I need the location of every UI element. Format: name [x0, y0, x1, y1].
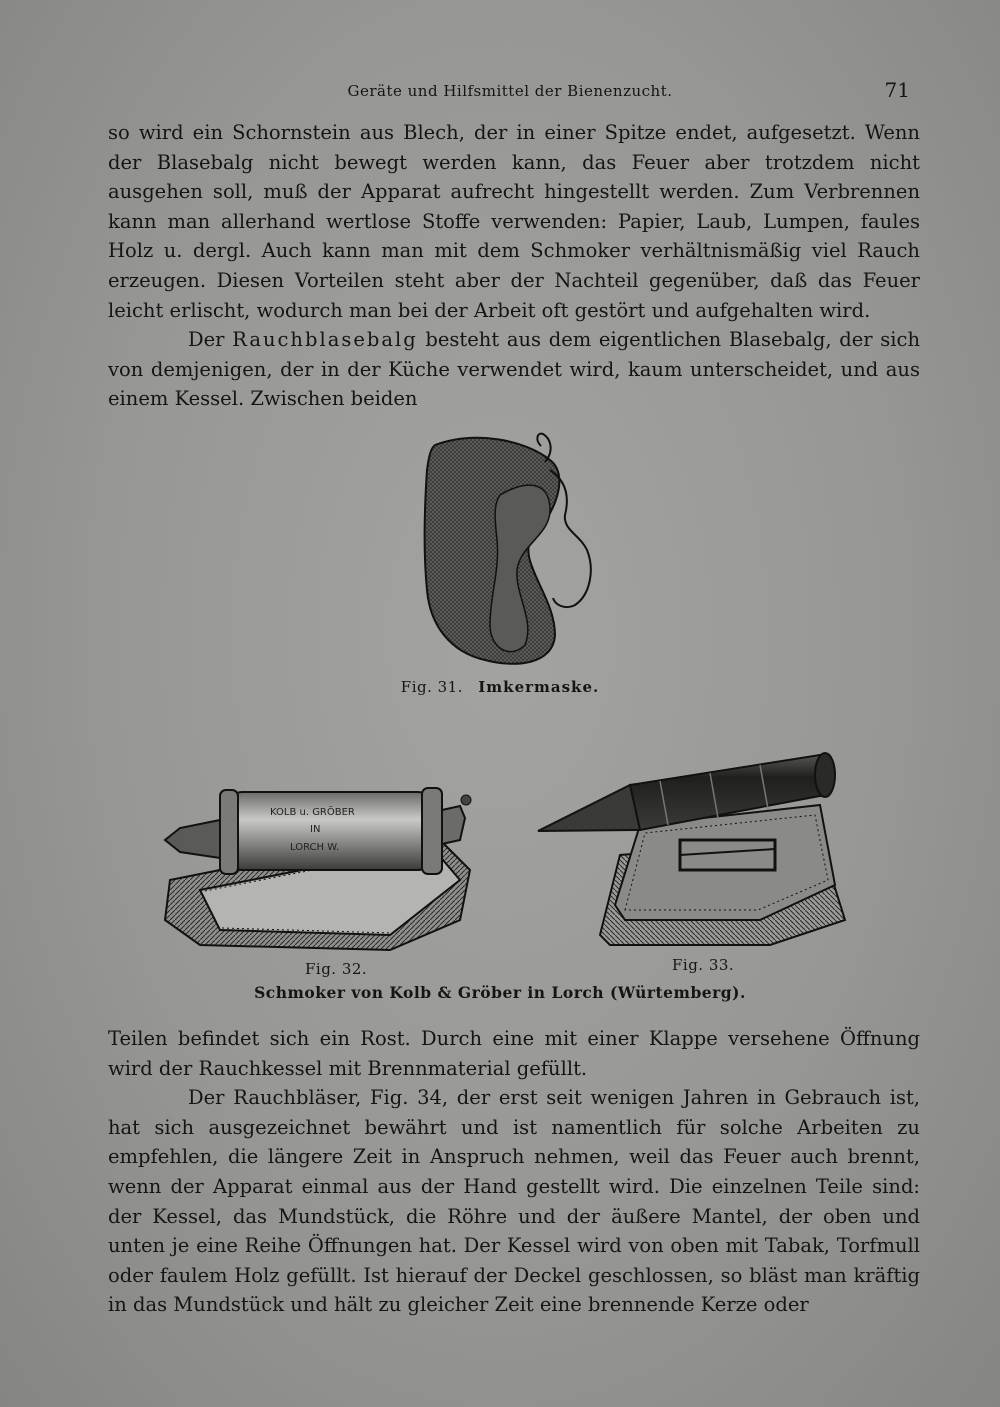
smoker-illustration-33	[530, 745, 860, 950]
paragraph-2	[108, 325, 920, 414]
page-header	[110, 78, 910, 108]
paragraph-3: Teilen befindet sich ein Rost. Durch eine mit einer Klappe versehene Öffnung wird der Rauchkessel mit Brennmaterial gefüllt.	[108, 1027, 920, 1080]
caption-fig-32-33-shared: Schmoker von Kolb & Gröber in Lorch (Würtemberg).	[254, 983, 746, 1002]
fig-31-title: Imkermaske.	[478, 678, 600, 696]
smoker-illustration-32	[160, 770, 490, 955]
paragraph-2-rest: besteht aus dem eigentlichen Blasebalg, der sich von demjenigen, der in der Küche verwendet wird, kaum unterscheidet, und aus einem Kessel. Zwischen beiden	[108, 328, 921, 411]
running-title: Geräte und Hilfsmittel der Bienenzucht.	[347, 82, 673, 100]
text-block-top	[108, 118, 920, 414]
fig-31-number: Fig. 31.	[400, 678, 463, 696]
figure-31-imkermaske	[405, 420, 615, 680]
text-block-bottom	[108, 1024, 920, 1320]
caption-fig-33: Fig. 33.	[672, 956, 735, 974]
caption-fig-32: Fig. 32.	[305, 960, 368, 978]
engraving-line-1: KOLB u. GRÖBER	[270, 807, 355, 818]
caption-fig-31	[0, 678, 1000, 696]
figure-32-schmoker	[160, 770, 490, 955]
engraving-line-3: LORCH W.	[290, 842, 340, 853]
paragraph-2-lead: Der	[188, 328, 225, 352]
figure-33-schmoker	[530, 745, 860, 950]
page-number: 71	[884, 78, 910, 102]
term-rauchblasebalg: Rauchblasebalg	[232, 328, 418, 352]
paragraph-1: so wird ein Schornstein aus Blech, der in einer Spitze endet, aufgesetzt. Wenn der Blasebalg nicht bewegt werden kann, das Feuer aber trotzdem nicht ausgehen soll, muß der Apparat aufrecht hingestellt werden. Zum Verbrennen kann man allerhand wertlose Stoffe verwenden: Papier, Laub, Lumpen, faules Holz u. dergl. Auch kann man mit dem Schmoker verhältnismäßig viel Rauch erzeugen. Diesen Vorteilen steht aber der Nachteil gegenüber, daß das Feuer leicht erlischt, wodurch man bei der Arbeit oft gestört und aufgehalten wird.	[108, 121, 920, 322]
engraving-line-2: IN	[310, 824, 321, 835]
beekeeper-mask-illustration	[405, 420, 615, 680]
paragraph-4: Der Rauchbläser, Fig. 34, der erst seit wenigen Jahren in Gebrauch ist, hat sich ausgezeichnet bewährt und ist namentlich für solche Arbeiten zu empfehlen, die längere Zeit in Anspruch nehmen, weil das Feuer auch brennt, wenn der Apparat einmal aus der Hand gestellt wird. Die einzelnen Teile sind: der Kessel, das Mundstück, die Röhre und der äußere Mantel, der oben und unten je eine Reihe Öffnungen hat. Der Kessel wird von oben mit Tabak, Torfmull oder faulem Holz gefüllt. Ist hierauf der Deckel geschlossen, so bläst man kräftig in das Mundstück und hält zu gleicher Zeit eine brennende Kerze oder	[108, 1086, 920, 1317]
